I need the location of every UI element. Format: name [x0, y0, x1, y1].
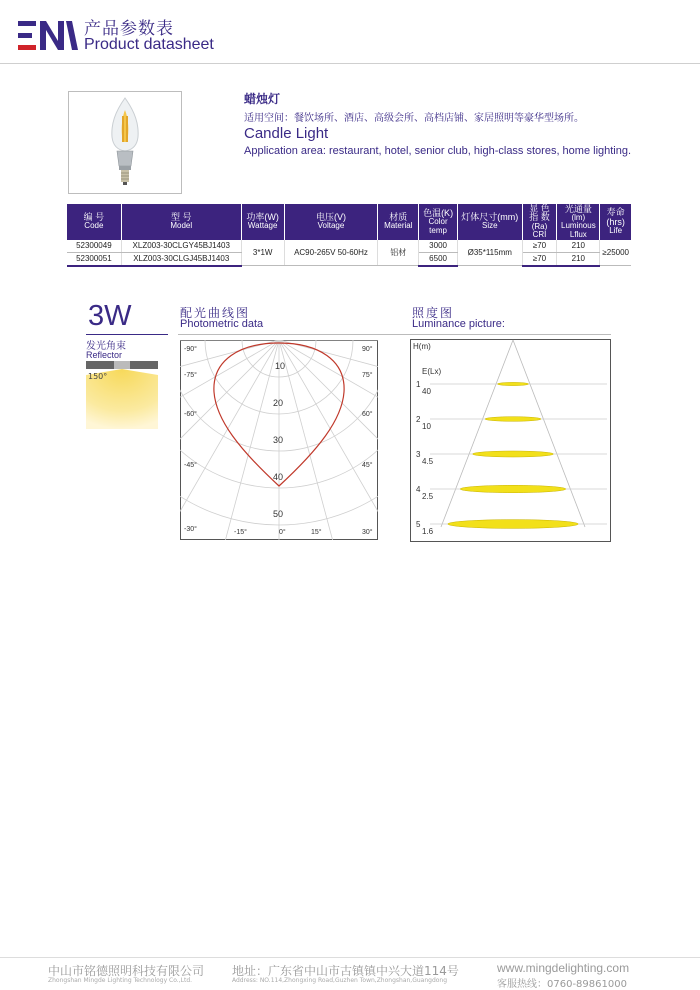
reflector-label-en: Reflector — [86, 350, 123, 360]
angle-label: 90° — [362, 346, 373, 353]
e-axis-label: E(Lx) — [422, 367, 442, 376]
cell-cct: 3000 — [419, 240, 458, 253]
h-axis-label: H(m) — [413, 342, 431, 351]
application-area-en: Application area: restaurant, hotel, senior club, high-class stores, home lighting. — [244, 145, 632, 157]
application-area-cn: 适用空间：餐饮场所、酒店、高级会所、高档店铺、家居照明等豪华型场所。 — [244, 113, 584, 124]
luminance-title-en: Luminance picture: — [412, 318, 505, 330]
cell-life: ≥25000 — [600, 240, 631, 266]
illuminance-ellipse — [448, 520, 578, 529]
cell-model: XLZ003-30CLGY45BJ1403 — [121, 240, 241, 253]
col-cri: 显 色 指 数 (Ra) CRI — [522, 204, 557, 240]
illuminance-label: 40 — [422, 387, 431, 396]
footer-divider — [0, 957, 700, 958]
angle-label: -90° — [184, 346, 197, 353]
col-color-temp: 色温(K) Color temp — [419, 204, 458, 240]
angle-label: -75° — [184, 372, 197, 379]
beam-angle-label: 150° — [88, 372, 108, 381]
height-label: 3 — [416, 450, 421, 459]
footer-company-en: Zhongshan Mingde Lighting Technology Co.,Ltd. — [48, 977, 193, 984]
wattage-heading: 3W — [88, 300, 132, 332]
wattage-underline — [86, 334, 168, 335]
height-label: 2 — [416, 415, 421, 424]
spec-table — [67, 204, 631, 267]
cell-flux: 210 — [557, 240, 600, 253]
illuminance-ellipse — [497, 382, 528, 385]
angle-label: -30° — [184, 526, 197, 533]
footer-company-cn: 中山市铭德照明科技有限公司 — [48, 964, 205, 978]
product-photo — [68, 91, 182, 194]
header-title-cn: 产品参数表 — [84, 19, 174, 39]
col-code: 编 号 Code — [67, 204, 121, 240]
header-divider — [0, 63, 700, 64]
cell-cri: ≥70 — [522, 252, 557, 266]
angle-label: -15° — [234, 529, 247, 536]
footer-website: www.mingdelighting.com — [497, 961, 630, 975]
cell-size: Ø35*115mm — [457, 240, 522, 266]
photometric-title-cn: 配光曲线图 — [180, 306, 251, 320]
radial-label: 20 — [273, 398, 284, 408]
col-size: 灯体尺寸(mm) Size — [457, 204, 522, 240]
radial-label: 30 — [273, 435, 284, 445]
angle-label: 15° — [311, 529, 322, 536]
product-name-en: Candle Light — [244, 125, 329, 142]
angle-label: 30° — [362, 529, 373, 536]
radial-label: 40 — [273, 472, 284, 482]
product-name-cn: 蜡烛灯 — [244, 92, 281, 106]
col-flux: 光通量 (lm) Luminous Lflux — [557, 204, 600, 240]
angle-label: 75° — [362, 372, 373, 379]
cell-model: XLZ003-30CLGJ45BJ1403 — [121, 252, 241, 266]
cell-material: 铝材 — [378, 240, 419, 266]
footer-address-en: Address: NO.114,Zhongxing Road,Guzhen Town,Zhongshan,Guangdong — [232, 977, 448, 984]
cell-voltage: AC90-265V 50-60Hz — [284, 240, 378, 266]
col-wattage: 功率(W) Wattage — [241, 204, 284, 240]
luminance-title-cn: 照度图 — [412, 306, 455, 320]
cell-code: 52300051 — [67, 252, 121, 266]
col-voltage: 电压(V) Voltage — [284, 204, 378, 240]
photometric-title-en: Photometric data — [180, 318, 264, 330]
angle-label: 45° — [362, 462, 373, 469]
illuminance-label: 10 — [422, 422, 431, 431]
radial-label: 10 — [275, 361, 286, 371]
height-label: 4 — [416, 485, 421, 494]
height-label: 5 — [416, 520, 421, 529]
illuminance-ellipse — [485, 417, 541, 422]
header-title-en: Product datasheet — [84, 36, 214, 53]
angle-label: -60° — [184, 411, 197, 418]
cell-wattage: 3*1W — [241, 240, 284, 266]
illuminance-ellipse — [473, 451, 554, 457]
illuminance-ellipse — [460, 485, 566, 492]
col-life: 寿命(hrs) Life — [600, 204, 631, 240]
section-divider — [178, 334, 611, 335]
spec-table-header — [67, 204, 631, 240]
cell-code: 52300049 — [67, 240, 121, 253]
col-material: 材质 Material — [378, 204, 419, 240]
col-model: 型 号 Model — [121, 204, 241, 240]
photometric-chart — [180, 340, 378, 540]
illuminance-label: 1.6 — [422, 527, 434, 536]
company-logo — [18, 17, 78, 55]
cell-cri: ≥70 — [522, 240, 557, 253]
table-row — [67, 240, 631, 253]
angle-label: 0° — [279, 529, 286, 536]
illuminance-label: 4.5 — [422, 457, 434, 466]
height-label: 1 — [416, 380, 421, 389]
footer-hotline: 客服热线：0760-89861000 — [497, 979, 627, 990]
luminance-chart — [410, 336, 611, 543]
angle-label: 60° — [362, 411, 373, 418]
radial-label: 50 — [273, 509, 284, 519]
angle-label: -45° — [184, 462, 197, 469]
cell-cct: 6500 — [419, 252, 458, 266]
footer-address-cn: 地址：广东省中山市古镇镇中兴大道114号 — [232, 964, 459, 978]
reflector-label-cn: 发光角束 — [86, 341, 126, 352]
illuminance-label: 2.5 — [422, 492, 434, 501]
cell-flux: 210 — [557, 252, 600, 266]
